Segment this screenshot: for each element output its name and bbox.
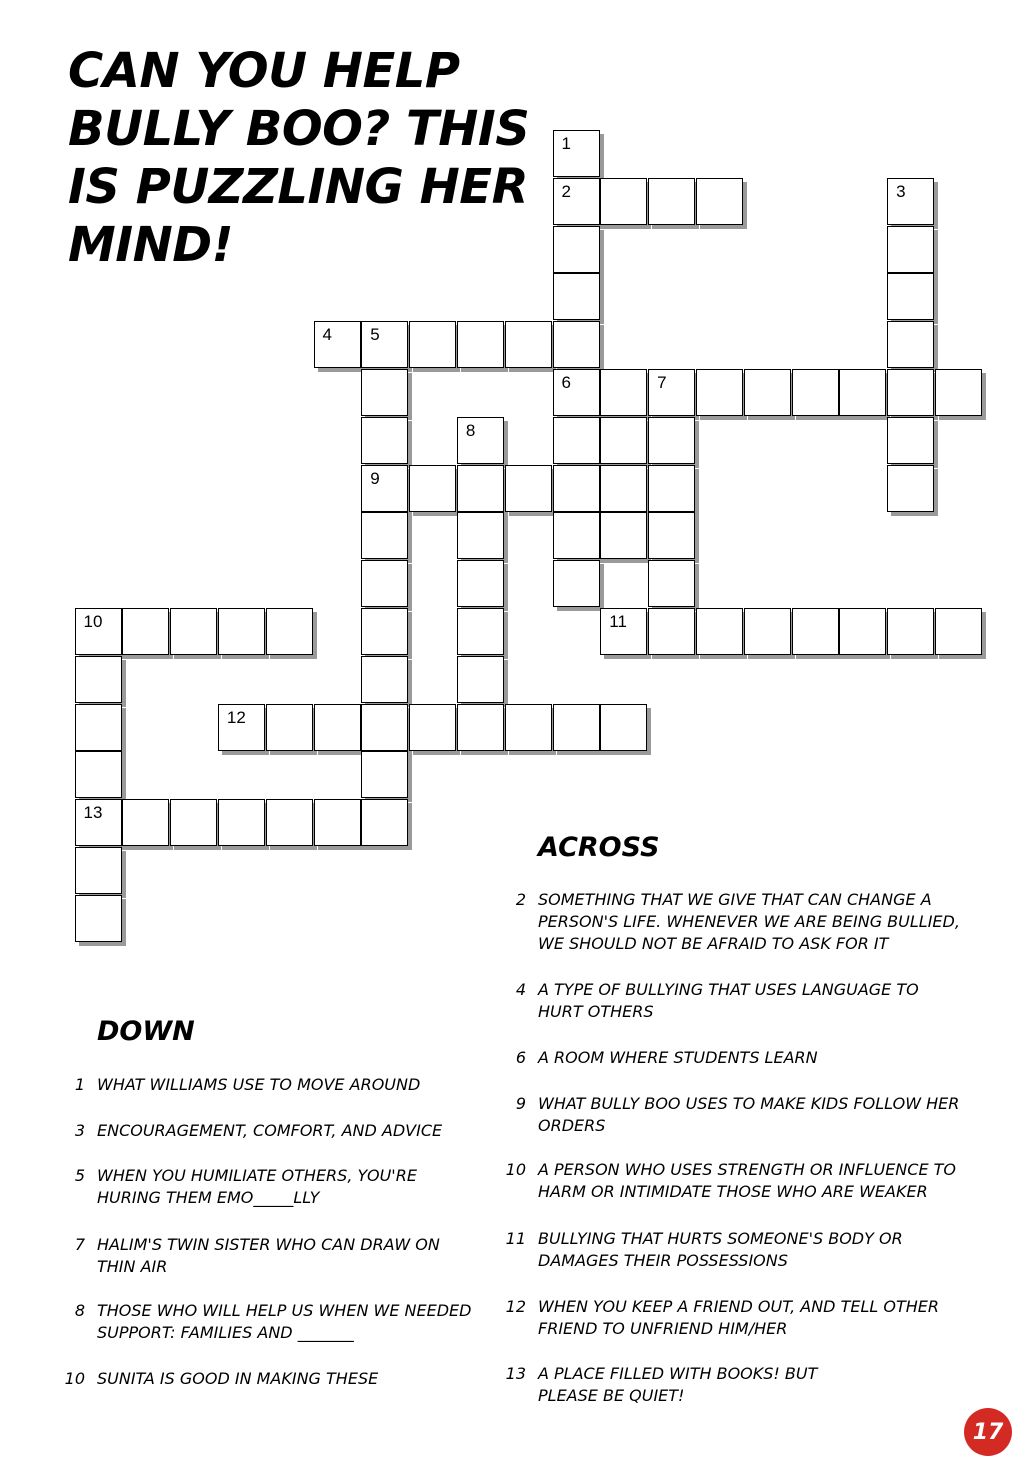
grid-cell[interactable] — [648, 369, 695, 416]
grid-cell[interactable] — [266, 799, 313, 846]
grid-cell[interactable] — [887, 178, 934, 225]
clue-number: 11 — [505, 1229, 526, 1248]
grid-cell[interactable] — [75, 799, 122, 846]
page-title: CAN YOU HELP BULLY BOO? THIS IS PUZZLING HER MIND! — [68, 43, 530, 273]
clue-text: WHEN YOU KEEP A FRIEND OUT, AND TELL OTHER FRIEND TO UNFRIEND HIM/HER — [538, 1297, 939, 1338]
grid-cell[interactable] — [122, 608, 169, 655]
grid-cell[interactable] — [361, 656, 408, 703]
grid-cell[interactable] — [553, 512, 600, 559]
clue-down-1 — [74, 1074, 477, 1096]
grid-cell[interactable] — [75, 895, 122, 942]
grid-cell[interactable] — [600, 512, 647, 559]
grid-cell[interactable] — [409, 704, 456, 751]
grid-cell[interactable] — [887, 321, 934, 368]
grid-cell[interactable] — [266, 704, 313, 751]
grid-cell[interactable] — [457, 417, 504, 464]
grid-cell[interactable] — [648, 512, 695, 559]
grid-cell[interactable] — [839, 369, 886, 416]
clue-text: A ROOM WHERE STUDENTS LEARN — [538, 1048, 818, 1067]
grid-cell[interactable] — [361, 512, 408, 559]
grid-cell[interactable] — [75, 608, 122, 655]
grid-cell[interactable] — [457, 608, 504, 655]
clue-text: A PERSON WHO USES STRENGTH OR INFLUENCE TO HARM OR INTIMIDATE THOSE WHO ARE WEAKER — [538, 1160, 956, 1201]
grid-cell[interactable] — [600, 608, 647, 655]
grid-cell[interactable] — [266, 608, 313, 655]
grid-cell[interactable] — [361, 799, 408, 846]
grid-cell[interactable] — [696, 608, 743, 655]
grid-cell[interactable] — [839, 608, 886, 655]
grid-number: 1 — [561, 134, 571, 153]
grid-cell[interactable] — [361, 704, 408, 751]
grid-cell[interactable] — [696, 369, 743, 416]
grid-cell[interactable] — [314, 799, 361, 846]
grid-cell[interactable] — [505, 321, 552, 368]
clue-down-5 — [74, 1165, 457, 1209]
clue-down-8 — [74, 1300, 497, 1344]
clue-number: 10 — [505, 1160, 526, 1179]
grid-cell[interactable] — [600, 465, 647, 512]
grid-cell[interactable] — [600, 704, 647, 751]
grid-number: 3 — [896, 181, 906, 201]
grid-number: 5 — [370, 325, 380, 345]
clue-text: THOSE WHO WILL HELP US WHEN WE NEEDED SUPPORT: FAMILIES AND _______ — [97, 1301, 472, 1342]
down-heading: DOWN — [97, 1016, 195, 1047]
clue-number: 4 — [515, 980, 526, 999]
grid-cell[interactable] — [361, 560, 408, 607]
grid-number: 13 — [83, 803, 103, 823]
grid-number: 4 — [322, 325, 332, 345]
clue-down-3 — [74, 1120, 477, 1142]
grid-cell[interactable] — [792, 608, 839, 655]
clue-across-4 — [515, 979, 968, 1023]
grid-cell[interactable] — [457, 656, 504, 703]
grid-cell[interactable] — [457, 321, 504, 368]
grid-cell[interactable] — [600, 417, 647, 464]
grid-cell[interactable] — [409, 321, 456, 368]
clue-text: WHEN YOU HUMILIATE OTHERS, YOU'RE HURING THEM EMO_____LLY — [97, 1166, 417, 1207]
clue-number: 7 — [74, 1235, 85, 1254]
grid-cell[interactable] — [361, 465, 408, 512]
grid-cell[interactable] — [744, 369, 791, 416]
grid-cell[interactable] — [75, 751, 122, 798]
grid-cell[interactable] — [553, 226, 600, 273]
clue-number: 13 — [505, 1364, 526, 1383]
grid-number: 10 — [83, 612, 103, 631]
clue-across-2 — [515, 889, 988, 955]
grid-cell[interactable] — [75, 704, 122, 751]
grid-cell[interactable] — [75, 656, 122, 703]
grid-cell[interactable] — [170, 608, 217, 655]
grid-cell[interactable] — [553, 465, 600, 512]
grid-cell[interactable] — [792, 369, 839, 416]
clue-text: A TYPE OF BULLYING THAT USES LANGUAGE TO HURT OTHERS — [538, 980, 919, 1021]
clue-text: WHAT WILLIAMS USE TO MOVE AROUND — [97, 1075, 421, 1094]
grid-cell[interactable] — [553, 130, 600, 177]
grid-cell[interactable] — [648, 465, 695, 512]
grid-cell[interactable] — [887, 608, 934, 655]
clue-across-6 — [515, 1047, 978, 1069]
grid-cell[interactable] — [696, 178, 743, 225]
grid-cell[interactable] — [505, 465, 552, 512]
grid-cell[interactable] — [935, 608, 982, 655]
clue-text: ENCOURAGEMENT, COMFORT, AND ADVICE — [97, 1121, 443, 1140]
grid-cell[interactable] — [553, 369, 600, 416]
grid-cell[interactable] — [457, 704, 504, 751]
clue-number: 3 — [74, 1121, 85, 1140]
grid-cell[interactable] — [648, 178, 695, 225]
grid-cell[interactable] — [218, 704, 265, 751]
clue-across-12 — [505, 1296, 988, 1340]
grid-cell[interactable] — [457, 560, 504, 607]
grid-cell[interactable] — [887, 273, 934, 320]
grid-cell[interactable] — [457, 512, 504, 559]
grid-number: 6 — [561, 373, 571, 392]
clue-across-9 — [515, 1093, 988, 1137]
clue-number: 9 — [515, 1094, 526, 1113]
clue-number: 2 — [515, 890, 526, 909]
grid-cell[interactable] — [361, 369, 408, 416]
grid-number: 7 — [657, 373, 667, 392]
grid-cell[interactable] — [887, 417, 934, 464]
clue-down-10 — [64, 1368, 477, 1390]
grid-cell[interactable] — [122, 799, 169, 846]
grid-cell[interactable] — [170, 799, 217, 846]
grid-cell[interactable] — [218, 608, 265, 655]
clue-number: 1 — [74, 1075, 85, 1094]
grid-cell[interactable] — [553, 417, 600, 464]
grid-cell[interactable] — [361, 751, 408, 798]
grid-number: 12 — [226, 707, 246, 727]
grid-cell[interactable] — [600, 178, 647, 225]
grid-cell[interactable] — [600, 369, 647, 416]
grid-cell[interactable] — [314, 321, 361, 368]
grid-cell[interactable] — [361, 608, 408, 655]
clue-across-13 — [505, 1363, 838, 1407]
grid-cell[interactable] — [553, 273, 600, 320]
clue-number: 6 — [515, 1048, 526, 1067]
grid-cell[interactable] — [887, 226, 934, 273]
grid-cell[interactable] — [75, 847, 122, 894]
clue-across-10 — [505, 1159, 988, 1203]
grid-cell[interactable] — [935, 369, 982, 416]
grid-number: 9 — [370, 468, 380, 488]
clue-text: BULLYING THAT HURTS SOMEONE'S BODY OR DAMAGES THEIR POSSESSIONS — [538, 1229, 903, 1270]
grid-cell[interactable] — [314, 704, 361, 751]
clue-text: SUNITA IS GOOD IN MAKING THESE — [97, 1369, 379, 1388]
grid-cell[interactable] — [553, 321, 600, 368]
clue-text: A PLACE FILLED WITH BOOKS! BUT PLEASE BE QUIET! — [538, 1364, 818, 1405]
page-number-badge: 17 — [964, 1408, 1012, 1456]
clue-number: 8 — [74, 1301, 85, 1320]
grid-number: 2 — [561, 181, 571, 201]
clue-text: WHAT BULLY BOO USES TO MAKE KIDS FOLLOW HER ORDERS — [538, 1094, 960, 1135]
grid-cell[interactable] — [218, 799, 265, 846]
grid-cell[interactable] — [505, 704, 552, 751]
clue-down-7 — [74, 1234, 467, 1278]
grid-number: 11 — [609, 612, 627, 631]
grid-cell[interactable] — [409, 465, 456, 512]
clue-number: 10 — [64, 1369, 85, 1388]
grid-cell[interactable] — [887, 465, 934, 512]
across-heading: ACROSS — [538, 832, 660, 863]
clue-number: 5 — [74, 1166, 85, 1185]
clue-across-11 — [505, 1228, 968, 1272]
grid-cell[interactable] — [361, 417, 408, 464]
clue-number: 12 — [505, 1297, 526, 1316]
clue-text: SOMETHING THAT WE GIVE THAT CAN CHANGE A PERSON'S LIFE. WHENEVER WE ARE BEING BULLIED, WE SHOULD NOT BE AFRAID TO ASK FOR IT — [538, 890, 960, 953]
grid-cell[interactable] — [648, 417, 695, 464]
grid-cell[interactable] — [553, 704, 600, 751]
grid-cell[interactable] — [648, 608, 695, 655]
clue-text: HALIM'S TWIN SISTER WHO CAN DRAW ON THIN AIR — [97, 1235, 440, 1276]
grid-cell[interactable] — [457, 465, 504, 512]
grid-cell[interactable] — [648, 560, 695, 607]
grid-cell[interactable] — [553, 178, 600, 225]
grid-cell[interactable] — [361, 321, 408, 368]
grid-number: 8 — [465, 420, 476, 440]
grid-cell[interactable] — [553, 560, 600, 607]
grid-cell[interactable] — [887, 369, 934, 416]
grid-cell[interactable] — [744, 608, 791, 655]
